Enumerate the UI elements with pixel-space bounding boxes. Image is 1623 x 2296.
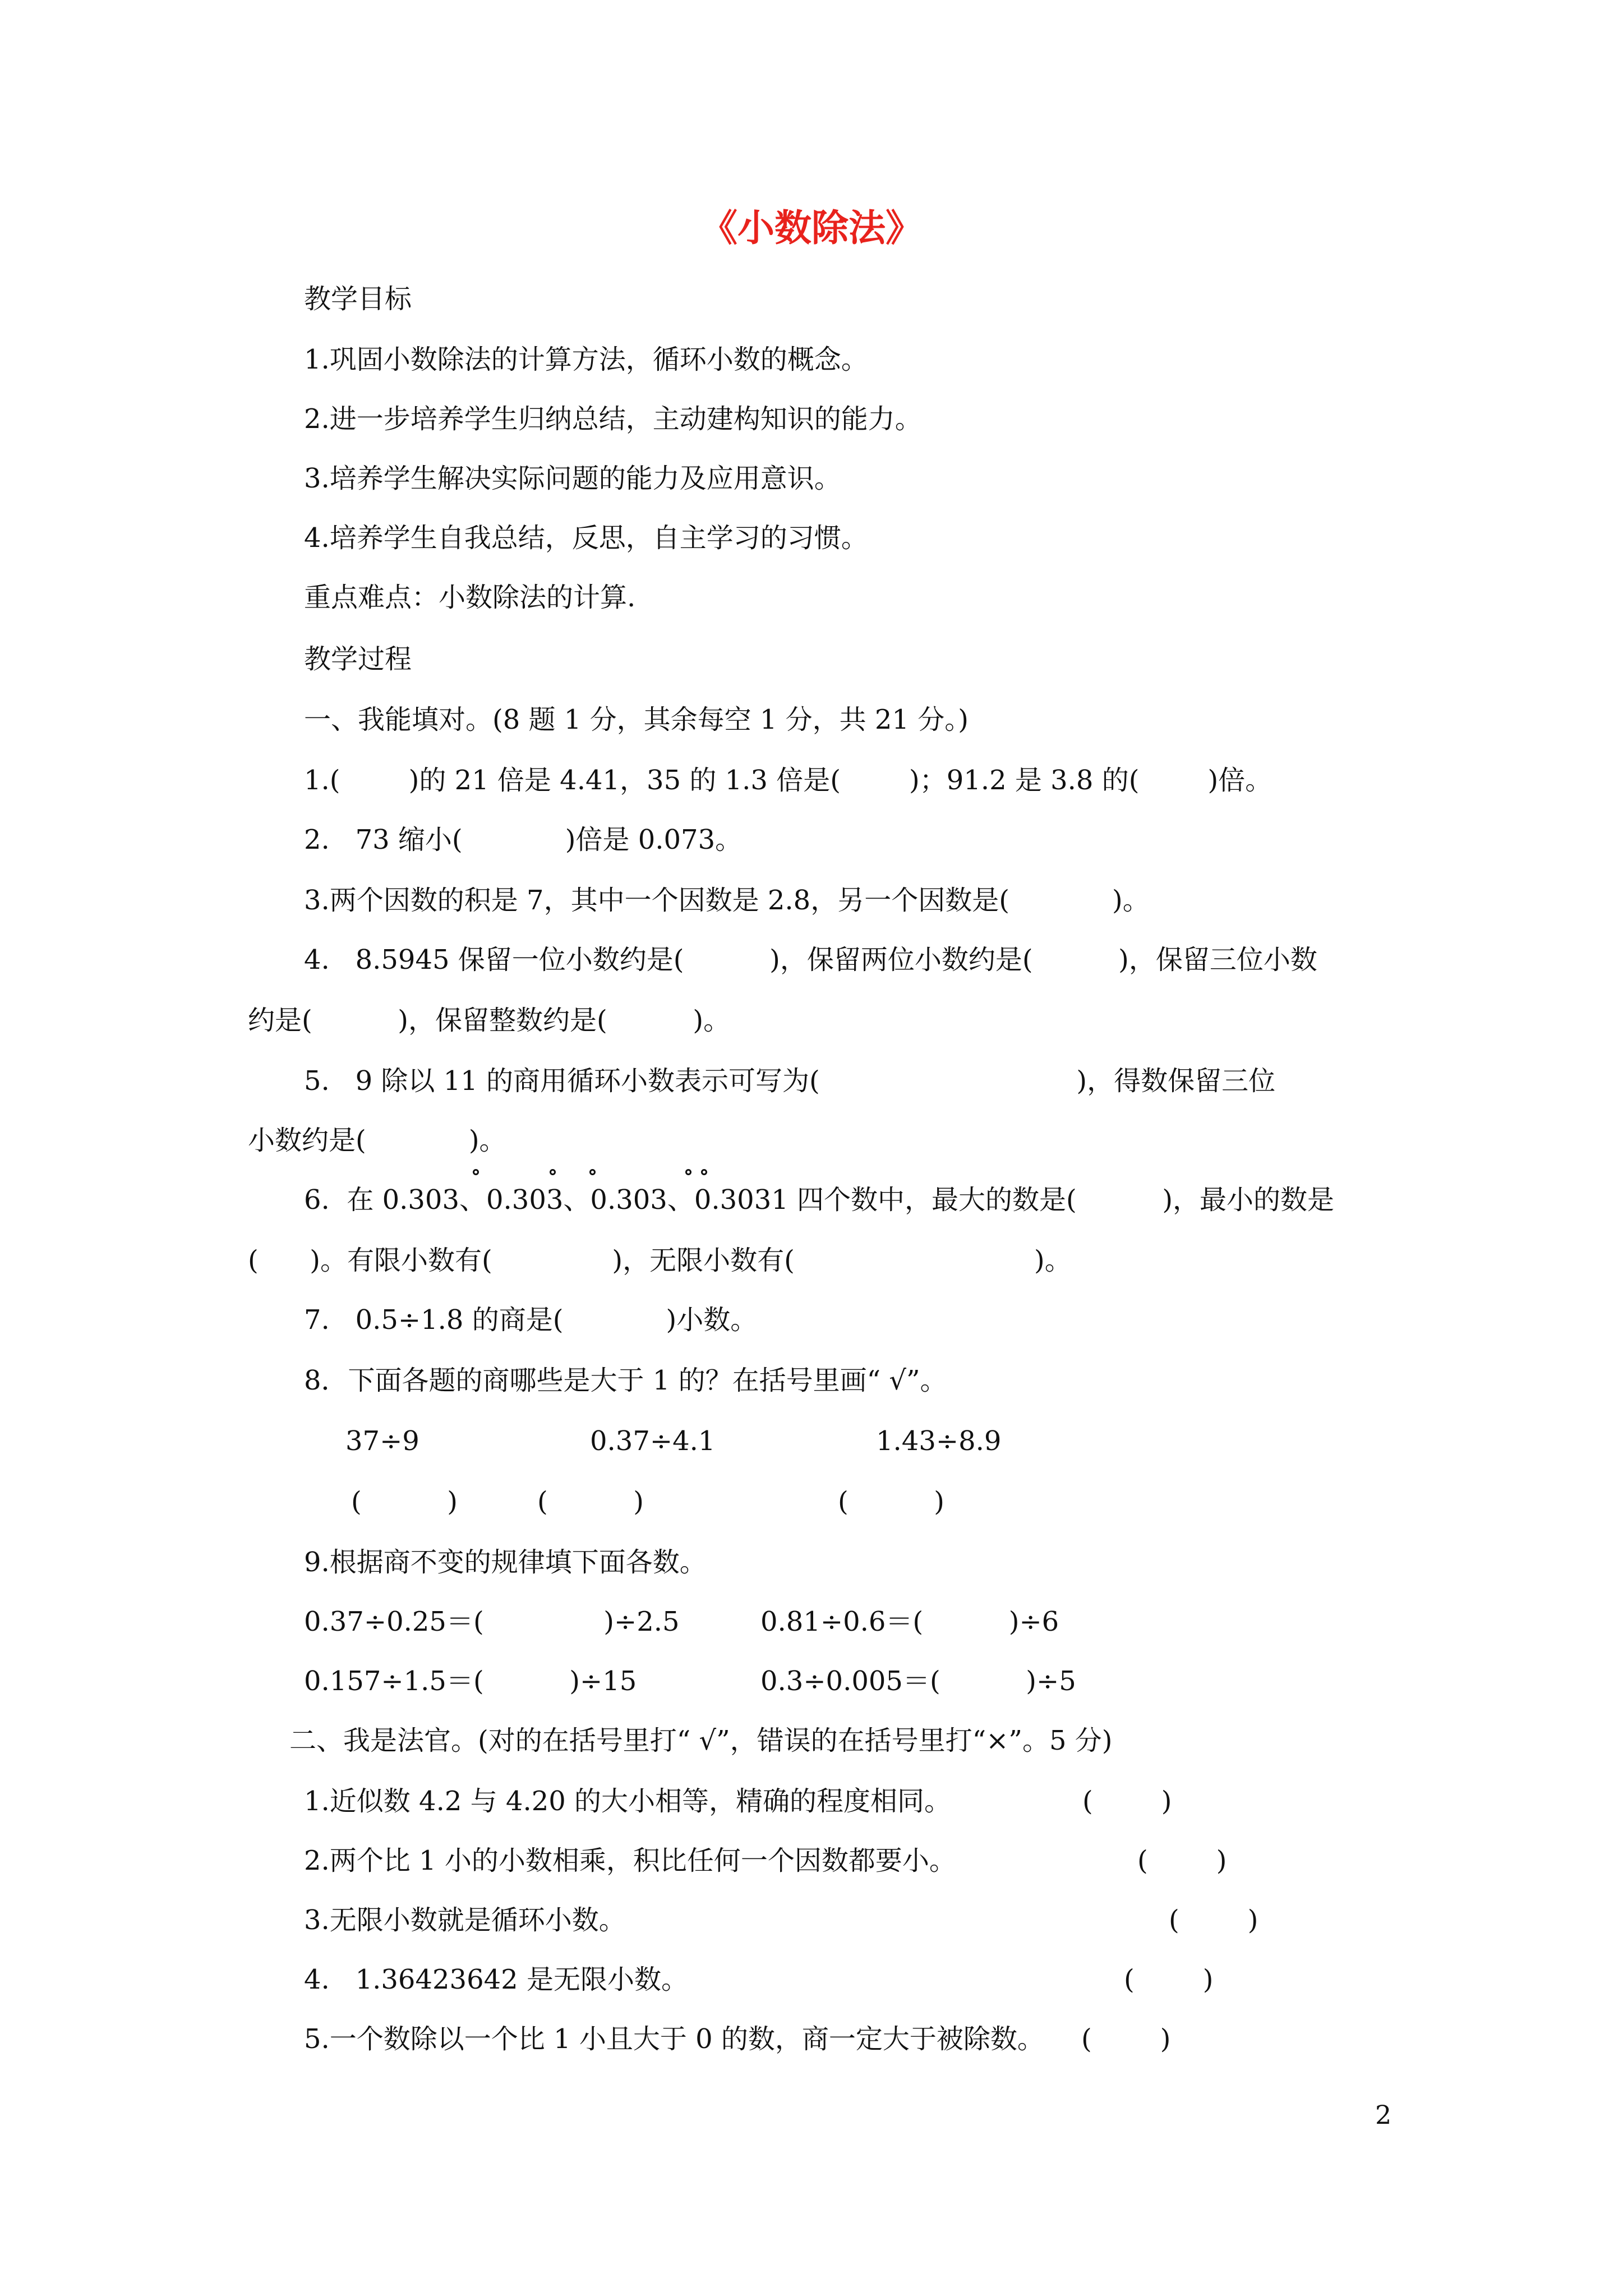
judgement-item: 4. 1.36423642 是无限小数。: [304, 1964, 688, 1995]
objective-item: 4.培养学生自我总结，反思，自主学习的习惯。: [304, 522, 868, 554]
key-points: 重点难点：小数除法的计算.: [304, 582, 636, 613]
judgement-bracket: ( ): [1169, 1904, 1258, 1936]
q8-expression: 1.43÷8.9: [876, 1425, 1002, 1457]
repeating-dot: [473, 1169, 479, 1175]
q8-answer-bracket: ( ): [351, 1486, 458, 1517]
q8-answer-bracket: ( ): [537, 1486, 644, 1517]
objectives-heading: 教学目标: [304, 283, 412, 315]
judgement-item: 2.两个比 1 小的小数相乘，积比任何一个因数都要小。: [304, 1845, 956, 1876]
repeating-dot: [589, 1169, 596, 1175]
question-4-line-2: 约是( )，保留整数约是( )。: [248, 1005, 731, 1036]
question-6-line-2: ( )。有限小数有( )，无限小数有( )。: [248, 1245, 1072, 1276]
judgement-bracket: ( ): [1137, 1845, 1227, 1876]
judgement-bracket: ( ): [1081, 2023, 1171, 2055]
objective-item: 2.进一步培养学生归纳总结，主动建构知识的能力。: [304, 403, 922, 435]
repeating-dot: [685, 1169, 691, 1175]
question-6-line-1: 6. 在 0.303、0.303、0.303、0.3031 四个数中，最大的数是( )，最小的数是: [304, 1184, 1335, 1216]
question-7: 7. 0.5÷1.8 的商是( )小数。: [304, 1304, 758, 1336]
question-5-line-1: 5. 9 除以 11 的商用循环小数表示可写为( )，得数保留三位: [304, 1065, 1276, 1097]
q8-expression: 0.37÷4.1: [590, 1425, 716, 1457]
question-4-line-1: 4. 8.5945 保留一位小数约是( )，保留两位小数约是( )，保留三位小数: [304, 944, 1317, 976]
judgement-bracket: ( ): [1082, 1786, 1172, 1817]
judgement-item: 5.一个数除以一个比 1 小且大于 0 的数，商一定大于被除数。: [304, 2023, 1044, 2055]
question-5-line-2: 小数约是( )。: [248, 1125, 506, 1156]
objective-item: 3.培养学生解决实际问题的能力及应用意识。: [304, 463, 841, 494]
part2-heading: 二、我是法官。(对的在括号里打“ √”，错误的在括号里打“×”。5 分): [289, 1725, 1113, 1756]
part1-heading: 一、我能填对。(8 题 1 分，其余每空 1 分，共 21 分。): [304, 704, 969, 735]
judgement-bracket: ( ): [1124, 1964, 1214, 1995]
q9-equation: 0.3÷0.005＝( )÷5: [760, 1665, 1076, 1697]
repeating-dot: [550, 1169, 556, 1175]
page-number: 2: [1375, 2100, 1392, 2130]
judgement-item: 3.无限小数就是循环小数。: [304, 1904, 626, 1936]
question-2: 2. 73 缩小( )倍是 0.073。: [304, 824, 743, 855]
question-1: 1.( )的 21 倍是 4.41，35 的 1.3 倍是( )；91.2 是 3.8 的( )倍。: [304, 765, 1272, 796]
q9-equation: 0.81÷0.6＝( )÷6: [760, 1606, 1059, 1637]
question-3: 3.两个因数的积是 7，其中一个因数是 2.8，另一个因数是( )。: [304, 885, 1150, 916]
question-9: 9.根据商不变的规律填下面各数。: [304, 1547, 707, 1578]
page-title: 《小数除法》: [700, 206, 923, 250]
q9-equation: 0.37÷0.25＝( )÷2.5: [304, 1606, 680, 1637]
question-8: 8．下面各题的商哪些是大于 1 的？在括号里画“ √”。: [304, 1365, 947, 1396]
q9-equation: 0.157÷1.5＝( )÷15: [304, 1665, 637, 1697]
judgement-item: 1.近似数 4.2 与 4.20 的大小相等，精确的程度相同。: [304, 1786, 952, 1817]
process-heading: 教学过程: [304, 643, 412, 675]
repeating-dot: [701, 1169, 707, 1175]
q8-answer-bracket: ( ): [838, 1486, 945, 1517]
q8-expression: 37÷9: [345, 1425, 419, 1457]
objective-item: 1.巩固小数除法的计算方法，循环小数的概念。: [304, 344, 868, 375]
